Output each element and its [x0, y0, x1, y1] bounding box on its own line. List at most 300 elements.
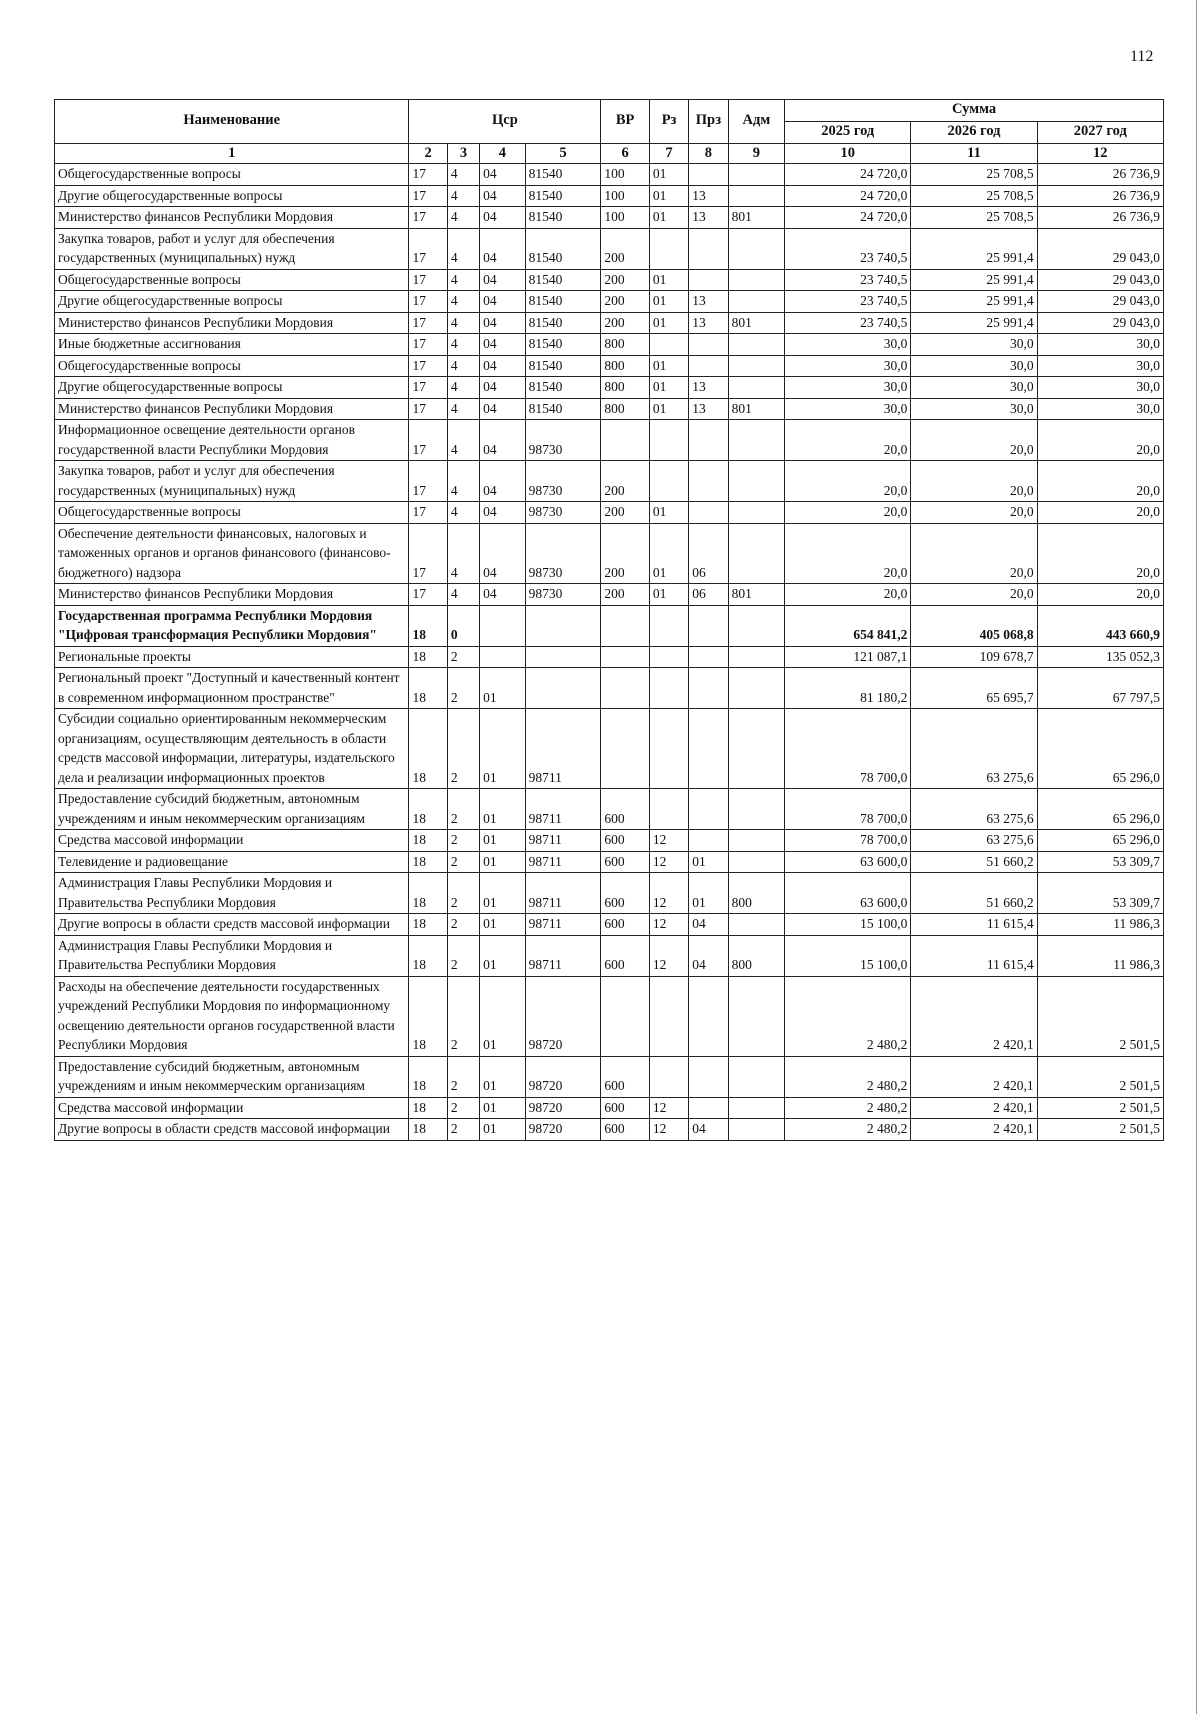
amount-2027: 65 296,0 — [1037, 789, 1163, 830]
csr-event: 01 — [480, 709, 525, 789]
row-name: Региональные проекты — [55, 646, 409, 668]
amount-2027: 67 797,5 — [1037, 668, 1163, 709]
column-number: 10 — [785, 144, 911, 164]
table-row — [55, 502, 1164, 524]
adm-code — [728, 1119, 785, 1141]
row-name: Иные бюджетные ассигнования — [55, 334, 409, 356]
table-row — [55, 334, 1164, 356]
table-row — [55, 461, 1164, 502]
csr-subprogram: 0 — [447, 605, 479, 646]
csr-event: 01 — [480, 1056, 525, 1097]
csr-subprogram: 4 — [447, 228, 479, 269]
csr-program: 18 — [409, 1097, 447, 1119]
csr-direction: 81540 — [525, 269, 601, 291]
prz-code — [689, 228, 728, 269]
header-vr: ВР — [601, 100, 649, 144]
csr-program: 18 — [409, 1056, 447, 1097]
adm-code — [728, 523, 785, 584]
csr-subprogram: 4 — [447, 207, 479, 229]
header-rz: Рз — [649, 100, 688, 144]
csr-direction — [525, 668, 601, 709]
csr-direction: 81540 — [525, 398, 601, 420]
table-row — [55, 851, 1164, 873]
csr-event: 04 — [480, 312, 525, 334]
vr-code: 100 — [601, 164, 649, 186]
column-number: 8 — [689, 144, 728, 164]
csr-event: 04 — [480, 420, 525, 461]
prz-code: 13 — [689, 377, 728, 399]
csr-subprogram: 4 — [447, 164, 479, 186]
csr-program: 17 — [409, 312, 447, 334]
vr-code: 600 — [601, 789, 649, 830]
csr-event: 04 — [480, 502, 525, 524]
rz-code — [649, 228, 688, 269]
header-2026: 2026 год — [911, 122, 1037, 144]
csr-program: 18 — [409, 709, 447, 789]
table-row — [55, 646, 1164, 668]
adm-code — [728, 830, 785, 852]
column-number: 9 — [728, 144, 785, 164]
csr-subprogram: 2 — [447, 830, 479, 852]
csr-event: 04 — [480, 185, 525, 207]
page-number: 112 — [1130, 48, 1154, 65]
column-numbers-row — [55, 144, 1164, 164]
adm-code — [728, 461, 785, 502]
row-name: Телевидение и радиовещание — [55, 851, 409, 873]
vr-code: 200 — [601, 584, 649, 606]
prz-code: 13 — [689, 291, 728, 313]
table-row — [55, 523, 1164, 584]
amount-2025: 20,0 — [785, 461, 911, 502]
header-adm: Адм — [728, 100, 785, 144]
amount-2025: 23 740,5 — [785, 269, 911, 291]
row-name: Средства массовой информации — [55, 1097, 409, 1119]
rz-code: 12 — [649, 1119, 688, 1141]
amount-2027: 11 986,3 — [1037, 935, 1163, 976]
amount-2027: 65 296,0 — [1037, 830, 1163, 852]
adm-code — [728, 668, 785, 709]
amount-2027: 26 736,9 — [1037, 164, 1163, 186]
amount-2025: 81 180,2 — [785, 668, 911, 709]
csr-subprogram: 2 — [447, 1097, 479, 1119]
prz-code — [689, 269, 728, 291]
amount-2027: 53 309,7 — [1037, 873, 1163, 914]
amount-2026: 20,0 — [911, 584, 1037, 606]
prz-code — [689, 646, 728, 668]
row-name: Другие вопросы в области средств массовой информации — [55, 914, 409, 936]
csr-program: 18 — [409, 668, 447, 709]
amount-2027: 29 043,0 — [1037, 228, 1163, 269]
amount-2027: 30,0 — [1037, 398, 1163, 420]
vr-code: 600 — [601, 935, 649, 976]
rz-code: 01 — [649, 584, 688, 606]
csr-subprogram: 4 — [447, 377, 479, 399]
row-name: Государственная программа Республики Мордовия "Цифровая трансформация Республики Мордовия" — [55, 605, 409, 646]
amount-2027: 26 736,9 — [1037, 185, 1163, 207]
vr-code — [601, 709, 649, 789]
csr-program: 18 — [409, 851, 447, 873]
column-number: 5 — [525, 144, 601, 164]
csr-program: 18 — [409, 935, 447, 976]
amount-2026: 51 660,2 — [911, 851, 1037, 873]
prz-code — [689, 789, 728, 830]
table-row — [55, 1119, 1164, 1141]
amount-2026: 63 275,6 — [911, 709, 1037, 789]
prz-code: 01 — [689, 873, 728, 914]
csr-event: 01 — [480, 830, 525, 852]
amount-2026: 25 991,4 — [911, 291, 1037, 313]
vr-code: 200 — [601, 502, 649, 524]
rz-code — [649, 461, 688, 502]
row-name: Общегосударственные вопросы — [55, 355, 409, 377]
csr-subprogram: 2 — [447, 668, 479, 709]
amount-2025: 30,0 — [785, 334, 911, 356]
vr-code: 800 — [601, 377, 649, 399]
amount-2027: 11 986,3 — [1037, 914, 1163, 936]
rz-code: 01 — [649, 523, 688, 584]
rz-code: 01 — [649, 355, 688, 377]
csr-subprogram: 2 — [447, 976, 479, 1056]
rz-code — [649, 789, 688, 830]
column-number: 2 — [409, 144, 447, 164]
amount-2026: 2 420,1 — [911, 976, 1037, 1056]
table-row — [55, 935, 1164, 976]
row-name: Министерство финансов Республики Мордовия — [55, 584, 409, 606]
csr-direction: 81540 — [525, 291, 601, 313]
row-name: Общегосударственные вопросы — [55, 502, 409, 524]
row-name: Другие общегосударственные вопросы — [55, 185, 409, 207]
adm-code — [728, 420, 785, 461]
row-name: Другие общегосударственные вопросы — [55, 377, 409, 399]
csr-program: 18 — [409, 605, 447, 646]
adm-code: 800 — [728, 935, 785, 976]
csr-event: 04 — [480, 291, 525, 313]
vr-code: 200 — [601, 523, 649, 584]
csr-event: 04 — [480, 228, 525, 269]
amount-2026: 25 991,4 — [911, 228, 1037, 269]
amount-2026: 20,0 — [911, 461, 1037, 502]
csr-program: 17 — [409, 398, 447, 420]
prz-code: 13 — [689, 312, 728, 334]
prz-code — [689, 502, 728, 524]
csr-event: 01 — [480, 1097, 525, 1119]
vr-code — [601, 420, 649, 461]
amount-2026: 30,0 — [911, 355, 1037, 377]
prz-code — [689, 976, 728, 1056]
csr-program: 17 — [409, 334, 447, 356]
csr-direction: 98711 — [525, 709, 601, 789]
csr-direction: 98720 — [525, 1097, 601, 1119]
amount-2025: 121 087,1 — [785, 646, 911, 668]
csr-subprogram: 4 — [447, 398, 479, 420]
csr-program: 17 — [409, 461, 447, 502]
table-row — [55, 398, 1164, 420]
prz-code — [689, 334, 728, 356]
vr-code — [601, 976, 649, 1056]
row-name: Расходы на обеспечение деятельности государственных учреждений Республики Мордовия по информационному освещению деятельности органов государственной власти Республики Мордовия — [55, 976, 409, 1056]
amount-2026: 11 615,4 — [911, 935, 1037, 976]
csr-direction: 81540 — [525, 312, 601, 334]
csr-event: 01 — [480, 789, 525, 830]
adm-code: 801 — [728, 207, 785, 229]
row-name: Субсидии социально ориентированным некоммерческим организациям, осуществляющим деятельность в области средств массовой информации, литературы, издательского дела и реализации информационных проектов — [55, 709, 409, 789]
adm-code — [728, 185, 785, 207]
amount-2027: 30,0 — [1037, 377, 1163, 399]
csr-direction: 98711 — [525, 851, 601, 873]
table-row — [55, 312, 1164, 334]
prz-code — [689, 420, 728, 461]
vr-code: 200 — [601, 461, 649, 502]
csr-subprogram: 2 — [447, 914, 479, 936]
csr-program: 17 — [409, 228, 447, 269]
prz-code — [689, 830, 728, 852]
row-name: Другие общегосударственные вопросы — [55, 291, 409, 313]
amount-2025: 24 720,0 — [785, 185, 911, 207]
amount-2027: 2 501,5 — [1037, 1056, 1163, 1097]
amount-2025: 20,0 — [785, 523, 911, 584]
csr-direction — [525, 646, 601, 668]
csr-subprogram: 2 — [447, 709, 479, 789]
amount-2025: 2 480,2 — [785, 976, 911, 1056]
csr-program: 17 — [409, 185, 447, 207]
csr-direction: 81540 — [525, 164, 601, 186]
rz-code — [649, 976, 688, 1056]
adm-code — [728, 605, 785, 646]
header-csr: Цср — [409, 100, 601, 144]
amount-2026: 20,0 — [911, 523, 1037, 584]
row-name: Общегосударственные вопросы — [55, 269, 409, 291]
csr-event — [480, 605, 525, 646]
csr-direction: 81540 — [525, 334, 601, 356]
adm-code — [728, 269, 785, 291]
vr-code: 800 — [601, 398, 649, 420]
amount-2025: 24 720,0 — [785, 207, 911, 229]
csr-event: 01 — [480, 668, 525, 709]
rz-code: 01 — [649, 502, 688, 524]
rz-code: 01 — [649, 207, 688, 229]
csr-subprogram: 4 — [447, 269, 479, 291]
table-row — [55, 914, 1164, 936]
row-name: Закупка товаров, работ и услуг для обеспечения государственных (муниципальных) нужд — [55, 461, 409, 502]
prz-code — [689, 461, 728, 502]
amount-2025: 63 600,0 — [785, 851, 911, 873]
csr-event: 04 — [480, 355, 525, 377]
adm-code — [728, 1097, 785, 1119]
amount-2026: 25 991,4 — [911, 269, 1037, 291]
header-prz: Прз — [689, 100, 728, 144]
amount-2026: 65 695,7 — [911, 668, 1037, 709]
rz-code: 01 — [649, 269, 688, 291]
row-name: Обеспечение деятельности финансовых, налоговых и таможенных органов и органов финансового (финансово-бюджетного) надзора — [55, 523, 409, 584]
table-row — [55, 228, 1164, 269]
table-row — [55, 355, 1164, 377]
amount-2027: 20,0 — [1037, 523, 1163, 584]
adm-code — [728, 914, 785, 936]
prz-code — [689, 355, 728, 377]
vr-code: 200 — [601, 228, 649, 269]
amount-2026: 20,0 — [911, 502, 1037, 524]
csr-direction: 98720 — [525, 976, 601, 1056]
adm-code — [728, 709, 785, 789]
amount-2025: 20,0 — [785, 502, 911, 524]
amount-2027: 135 052,3 — [1037, 646, 1163, 668]
csr-program: 17 — [409, 420, 447, 461]
csr-program: 17 — [409, 269, 447, 291]
header-2025: 2025 год — [785, 122, 911, 144]
csr-direction: 98730 — [525, 584, 601, 606]
rz-code — [649, 709, 688, 789]
amount-2026: 11 615,4 — [911, 914, 1037, 936]
vr-code: 600 — [601, 914, 649, 936]
amount-2026: 2 420,1 — [911, 1056, 1037, 1097]
prz-code — [689, 605, 728, 646]
csr-subprogram: 4 — [447, 420, 479, 461]
header-name: Наименование — [55, 100, 409, 144]
rz-code: 01 — [649, 312, 688, 334]
header-2027: 2027 год — [1037, 122, 1163, 144]
csr-program: 17 — [409, 164, 447, 186]
adm-code — [728, 1056, 785, 1097]
amount-2026: 2 420,1 — [911, 1097, 1037, 1119]
amount-2026: 30,0 — [911, 377, 1037, 399]
row-name: Общегосударственные вопросы — [55, 164, 409, 186]
adm-code — [728, 164, 785, 186]
csr-program: 18 — [409, 914, 447, 936]
csr-program: 18 — [409, 976, 447, 1056]
csr-direction: 81540 — [525, 355, 601, 377]
rz-code — [649, 668, 688, 709]
table-row — [55, 709, 1164, 789]
amount-2027: 29 043,0 — [1037, 269, 1163, 291]
rz-code — [649, 646, 688, 668]
csr-direction: 98711 — [525, 935, 601, 976]
table-row — [55, 185, 1164, 207]
csr-event: 04 — [480, 207, 525, 229]
amount-2025: 78 700,0 — [785, 830, 911, 852]
adm-code: 801 — [728, 584, 785, 606]
csr-event: 01 — [480, 1119, 525, 1141]
amount-2025: 30,0 — [785, 377, 911, 399]
table-row — [55, 873, 1164, 914]
row-name: Министерство финансов Республики Мордовия — [55, 207, 409, 229]
csr-direction: 98730 — [525, 420, 601, 461]
csr-program: 17 — [409, 207, 447, 229]
csr-direction: 81540 — [525, 185, 601, 207]
amount-2027: 20,0 — [1037, 420, 1163, 461]
csr-event: 04 — [480, 377, 525, 399]
csr-subprogram: 2 — [447, 1056, 479, 1097]
table-row — [55, 789, 1164, 830]
amount-2026: 30,0 — [911, 398, 1037, 420]
row-name: Другие вопросы в области средств массовой информации — [55, 1119, 409, 1141]
vr-code: 600 — [601, 1119, 649, 1141]
column-number: 11 — [911, 144, 1037, 164]
rz-code: 12 — [649, 914, 688, 936]
table-row — [55, 420, 1164, 461]
csr-direction: 81540 — [525, 207, 601, 229]
csr-event: 04 — [480, 269, 525, 291]
table-row — [55, 1056, 1164, 1097]
row-name: Средства массовой информации — [55, 830, 409, 852]
column-number: 1 — [55, 144, 409, 164]
vr-code: 100 — [601, 207, 649, 229]
vr-code: 800 — [601, 334, 649, 356]
csr-program: 18 — [409, 873, 447, 914]
rz-code: 12 — [649, 851, 688, 873]
rz-code: 12 — [649, 873, 688, 914]
amount-2027: 20,0 — [1037, 461, 1163, 502]
prz-code: 04 — [689, 914, 728, 936]
table-row — [55, 207, 1164, 229]
amount-2027: 29 043,0 — [1037, 291, 1163, 313]
prz-code: 04 — [689, 935, 728, 976]
amount-2027: 29 043,0 — [1037, 312, 1163, 334]
vr-code: 600 — [601, 1056, 649, 1097]
amount-2027: 53 309,7 — [1037, 851, 1163, 873]
row-name: Министерство финансов Республики Мордовия — [55, 398, 409, 420]
header-sum: Сумма — [785, 100, 1164, 122]
rz-code — [649, 334, 688, 356]
amount-2025: 654 841,2 — [785, 605, 911, 646]
amount-2025: 15 100,0 — [785, 914, 911, 936]
csr-direction: 98711 — [525, 789, 601, 830]
csr-program: 18 — [409, 1119, 447, 1141]
csr-subprogram: 2 — [447, 935, 479, 976]
vr-code: 800 — [601, 355, 649, 377]
table-body — [55, 164, 1164, 1141]
csr-direction: 98730 — [525, 523, 601, 584]
prz-code — [689, 668, 728, 709]
amount-2027: 20,0 — [1037, 502, 1163, 524]
column-number: 12 — [1037, 144, 1163, 164]
table-row — [55, 164, 1164, 186]
csr-subprogram: 4 — [447, 461, 479, 502]
csr-event: 01 — [480, 976, 525, 1056]
vr-code: 200 — [601, 269, 649, 291]
rz-code — [649, 605, 688, 646]
prz-code: 06 — [689, 584, 728, 606]
csr-subprogram: 2 — [447, 873, 479, 914]
adm-code — [728, 355, 785, 377]
adm-code — [728, 291, 785, 313]
amount-2025: 2 480,2 — [785, 1119, 911, 1141]
amount-2027: 20,0 — [1037, 584, 1163, 606]
prz-code: 06 — [689, 523, 728, 584]
amount-2027: 443 660,9 — [1037, 605, 1163, 646]
amount-2026: 25 708,5 — [911, 185, 1037, 207]
csr-program: 17 — [409, 291, 447, 313]
csr-direction: 81540 — [525, 228, 601, 269]
csr-program: 18 — [409, 789, 447, 830]
rz-code: 01 — [649, 185, 688, 207]
rz-code — [649, 1056, 688, 1097]
csr-event: 01 — [480, 873, 525, 914]
csr-subprogram: 4 — [447, 312, 479, 334]
amount-2027: 65 296,0 — [1037, 709, 1163, 789]
prz-code: 13 — [689, 207, 728, 229]
amount-2025: 20,0 — [785, 584, 911, 606]
adm-code — [728, 646, 785, 668]
csr-program: 17 — [409, 523, 447, 584]
amount-2026: 109 678,7 — [911, 646, 1037, 668]
csr-direction: 98730 — [525, 502, 601, 524]
column-number: 6 — [601, 144, 649, 164]
amount-2027: 2 501,5 — [1037, 1097, 1163, 1119]
table-row — [55, 976, 1164, 1056]
amount-2026: 63 275,6 — [911, 830, 1037, 852]
csr-program: 17 — [409, 584, 447, 606]
csr-direction — [525, 605, 601, 646]
